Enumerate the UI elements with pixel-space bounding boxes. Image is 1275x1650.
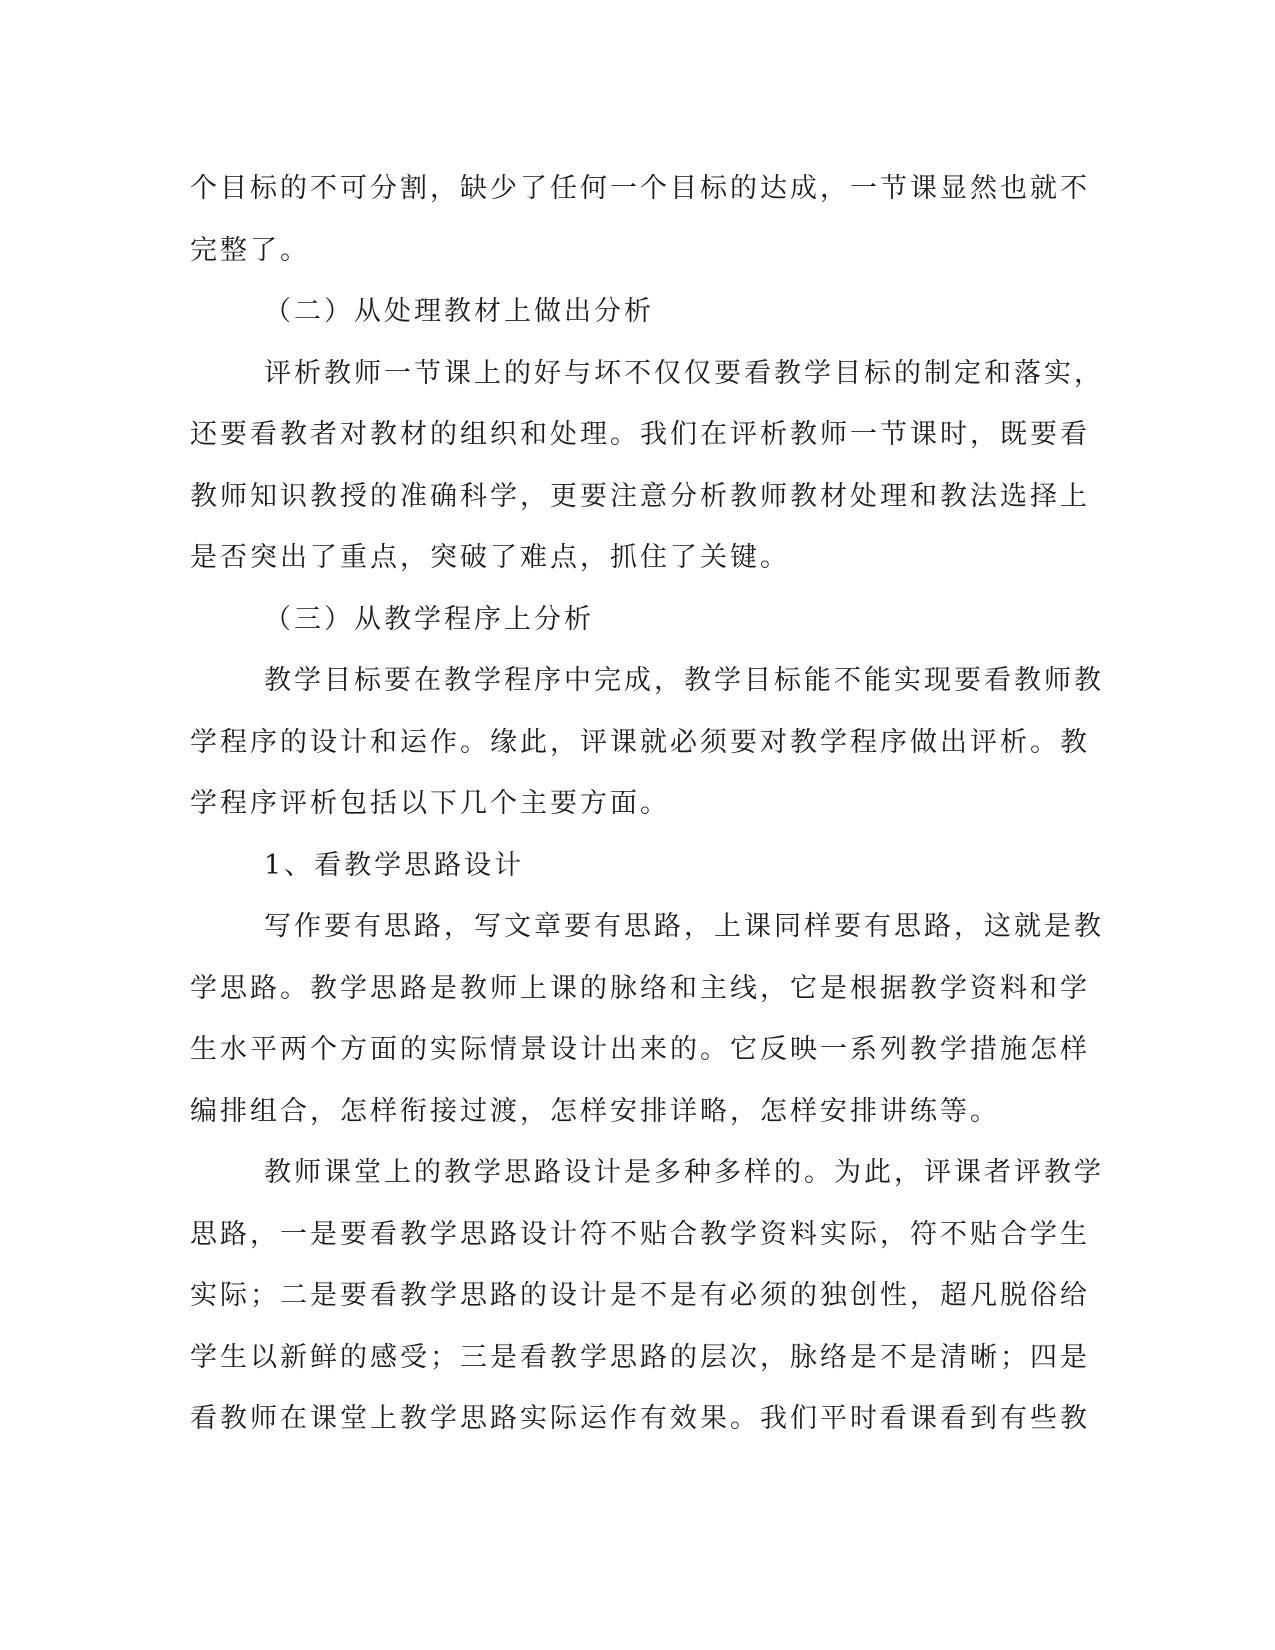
document-body (190, 158, 1104, 1450)
text-line: 写作要有思路，写文章要有思路，上课同样要有思路，这就是教 (264, 911, 1104, 942)
section-heading: （二）从处理教材上做出分析 (264, 296, 654, 327)
text-line: 学程序评析包括以下几个主要方面。 (190, 788, 670, 819)
text-line: 评析教师一节课上的好与坏不仅仅要看教学目标的制定和落实， (264, 357, 1104, 389)
text-line: 学思路。教学思路是教师上课的脉络和主线，它是根据教学资料和学 (190, 972, 1090, 1004)
text-line: 个目标的不可分割，缺少了任何一个目标的达成，一节课显然也就不 (190, 173, 1090, 204)
section-heading: （三）从教学程序上分析 (264, 603, 594, 635)
text-line: 教师课堂上的教学思路设计是多种多样的。为此，评课者评教学 (264, 1157, 1104, 1188)
text-line: 完整了。 (190, 234, 310, 266)
text-line: 学生以新鲜的感受；三是看教学思路的层次，脉络是不是清晰；四是 (190, 1341, 1090, 1373)
text-line: 实际；二是要看教学思路的设计是不是有必须的独创性，超凡脱俗给 (190, 1280, 1090, 1311)
text-line: 是否突出了重点，突破了难点，抓住了关键。 (190, 542, 790, 573)
text-line: 还要看教者对教材的组织和处理。我们在评析教师一节课时，既要看 (190, 419, 1090, 450)
text-line: 教师知识教授的准确科学，更要注意分析教师教材处理和教法选择上 (190, 480, 1090, 512)
text-line: 看教师在课堂上教学思路实际运作有效果。我们平时看课看到有些教 (190, 1403, 1090, 1434)
text-line: 教学目标要在教学程序中完成，教学目标能不能实现要看教师教 (264, 665, 1104, 696)
subsection-heading: 1、看教学思路设计 (264, 849, 525, 881)
text-line: 编排组合，怎样衔接过渡，怎样安排详略，怎样安排讲练等。 (190, 1095, 1000, 1127)
text-line: 生水平两个方面的实际情景设计出来的。它反映一系列教学措施怎样 (190, 1034, 1090, 1065)
text-line: 思路，一是要看教学思路设计符不贴合教学资料实际，符不贴合学生 (190, 1218, 1090, 1250)
text-line: 学程序的设计和运作。缘此，评课就必须要对教学程序做出评析。教 (190, 726, 1090, 758)
